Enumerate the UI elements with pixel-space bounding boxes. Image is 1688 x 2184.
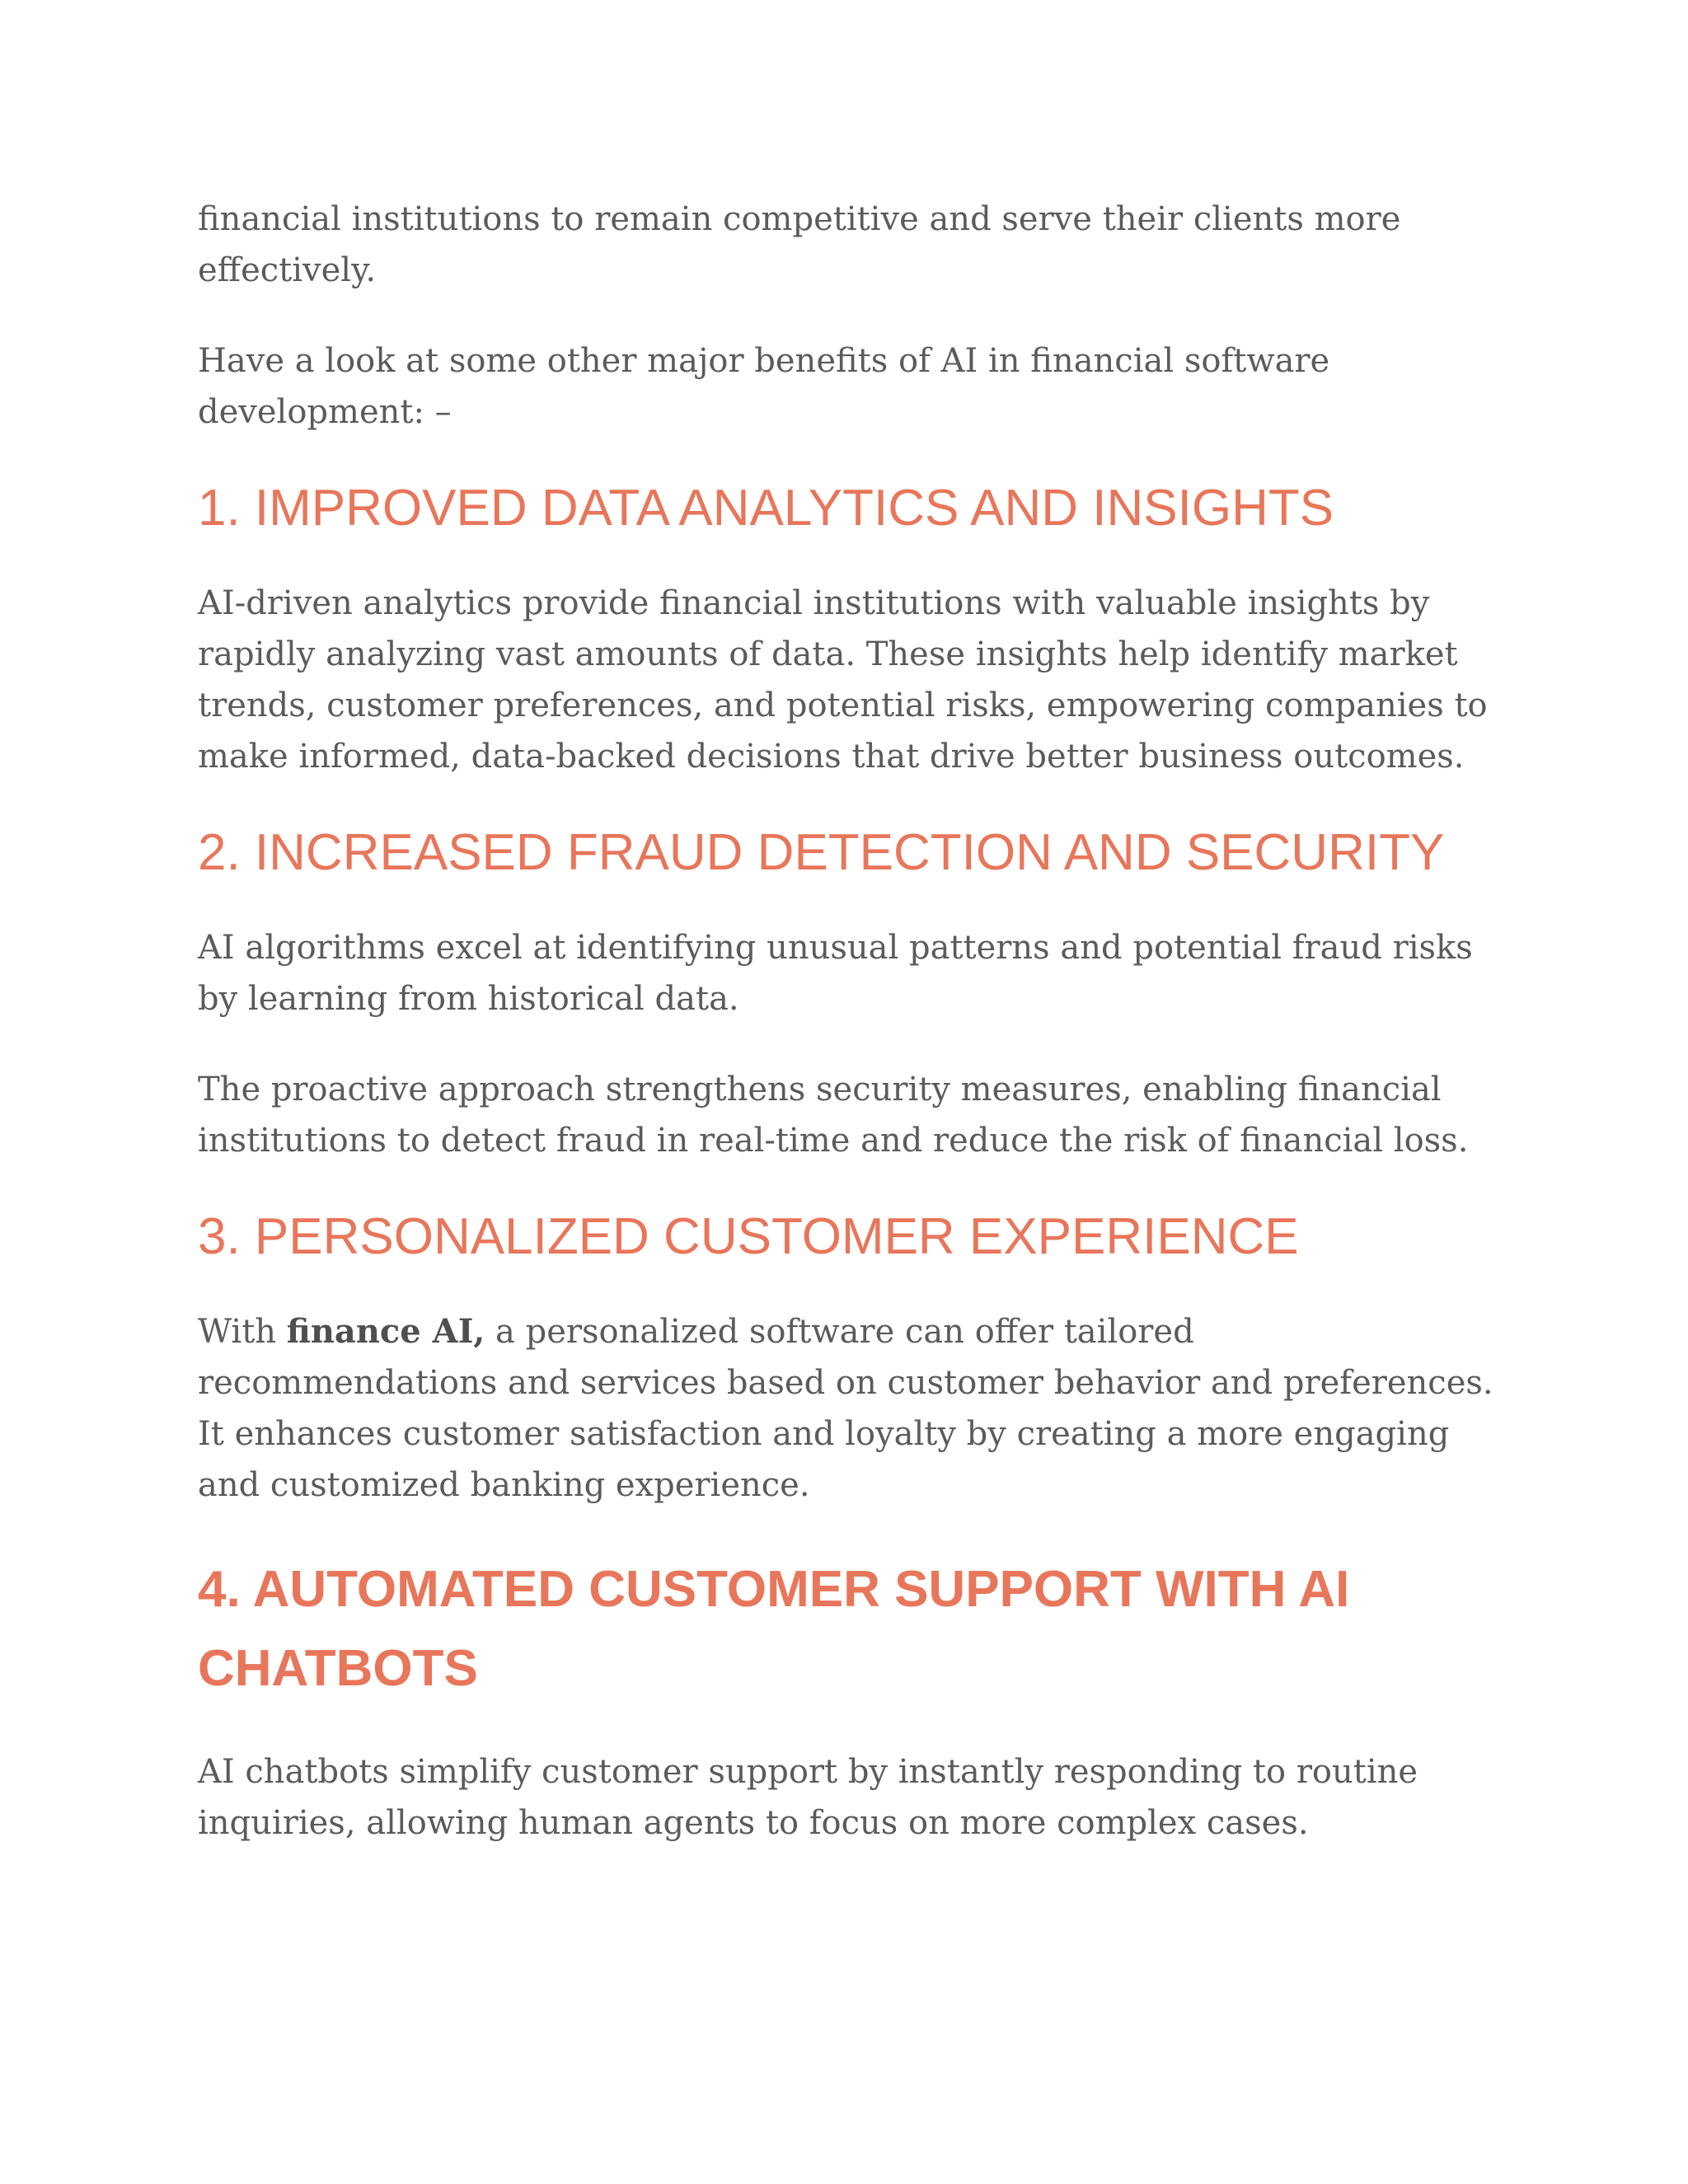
- section-3-paragraph: [198, 1306, 1500, 1511]
- section-2-paragraph-1: AI algorithms excel at identifying unusual patterns and potential fraud risks by learning from historical data.: [198, 929, 1473, 1018]
- section-1-paragraph: AI-driven analytics provide financial institutions with valuable insights by rapidly analyzing vast amounts of data. These insights help identify market trends, customer preferences, and potential risks, empowering companies to make informed, data-backed decisions that drive better business outcomes.: [198, 584, 1488, 776]
- section-4-heading: 4. AUTOMATED CUSTOMER SUPPORT WITH AI CHATBOTS: [198, 1561, 1350, 1697]
- section-3-heading: 3. PERSONALIZED CUSTOMER EXPERIENCE: [198, 1208, 1299, 1265]
- section-3-text-pre: With: [198, 1313, 287, 1351]
- section-2-paragraph-2: The proactive approach strengthens security measures, enabling financial institutions to detect fraud in real-time and reduce the risk of financial loss.: [198, 1071, 1469, 1160]
- finance-ai-emphasis: finance AI,: [286, 1312, 485, 1351]
- section-1-heading: 1. IMPROVED DATA ANALYTICS AND INSIGHTS: [198, 480, 1334, 537]
- section-2-heading: 2. INCREASED FRAUD DETECTION AND SECURITY: [198, 824, 1445, 881]
- intro-paragraph-2: Have a look at some other major benefits of AI in financial software development: –: [198, 342, 1330, 431]
- section-3-text-post: a personalized software can offer tailored recommendations and services based on customer behavior and preferences. It enhances customer satisfaction and loyalty by creating a more engaging and customized banking experience.: [198, 1313, 1493, 1504]
- section-4-paragraph: AI chatbots simplify customer support by instantly responding to routine inquiries, allowing human agents to focus on more complex cases.: [198, 1753, 1418, 1842]
- document-page: [198, 194, 1500, 1888]
- intro-paragraph-1: financial institutions to remain competitive and serve their clients more effectively.: [198, 200, 1401, 289]
